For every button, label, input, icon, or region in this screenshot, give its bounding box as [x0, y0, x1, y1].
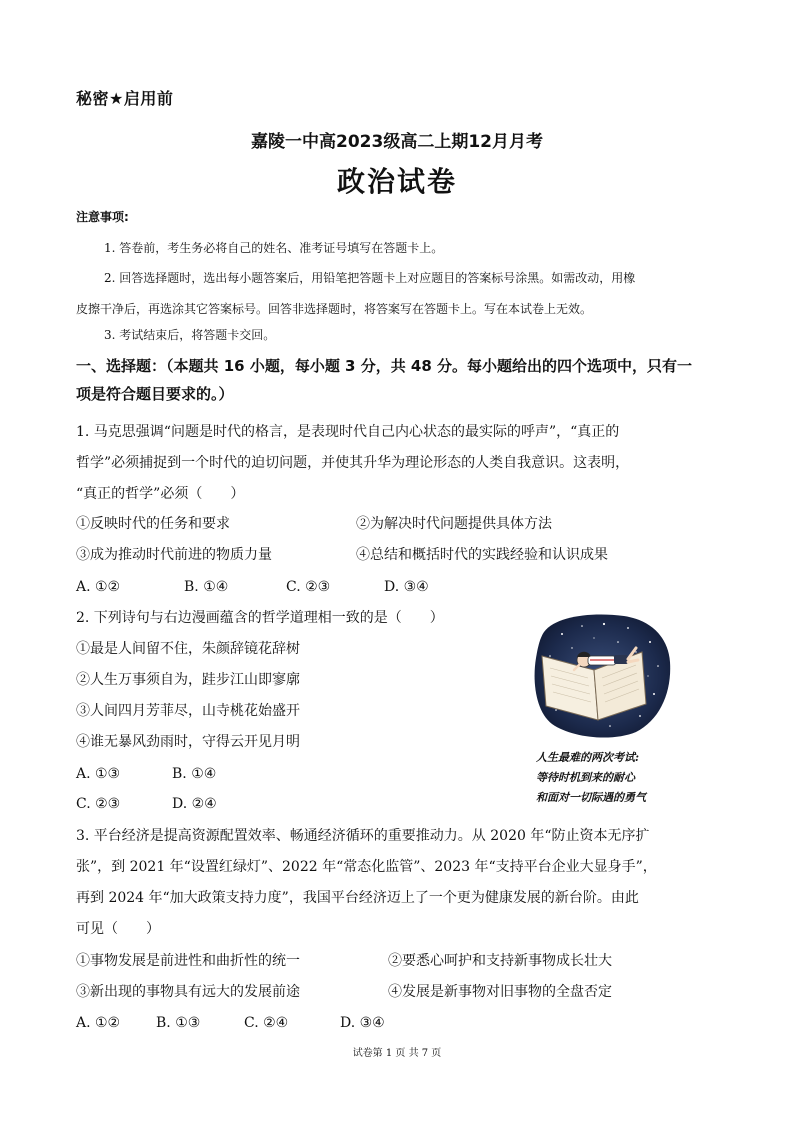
q1-stem-line: “真正的哲学”必须（ ）	[76, 486, 245, 502]
q3-stem-line: 可见（ ）	[76, 921, 160, 937]
q3-option: ④发展是新事物对旧事物的全盘否定	[388, 984, 612, 1000]
q1-stem-line: 哲学”必须捕捉到一个时代的迫切问题，并使其升华为理论形态的人类自我意识。这表明，	[76, 455, 630, 471]
cartoon-caption-line: 人生最难的两次考试:	[536, 751, 640, 764]
notice-heading: 注意事项:	[76, 210, 129, 224]
q2-option: ①最是人间留不住，朱颜辞镜花辞树	[76, 641, 300, 657]
secret-mark: 秘密★启用前	[76, 89, 174, 108]
section-heading-line: 一、选择题：（本题共 16 小题，每小题 3 分，共 48 分。每小题给出的四个选项中，只有一	[76, 357, 693, 375]
q1-choice-c: C. ②③	[286, 579, 331, 595]
cartoon-illustration	[532, 612, 672, 740]
page-footer: 试卷第 1 页 共 7 页	[352, 1048, 442, 1059]
q3-choice-d: D. ③④	[340, 1015, 385, 1031]
q3-choice-a: A. ①②	[76, 1015, 121, 1031]
q3-stem-line: 张”，到 2021 年“设置红绿灯”、2022 年“常态化监管”、2023 年“支持平台企业大显身手”，	[76, 859, 657, 875]
q1-option: ①反映时代的任务和要求	[76, 516, 230, 532]
q2-choice-c: C. ②③	[76, 796, 121, 812]
q1-option: ③成为推动时代前进的物质力量	[76, 547, 272, 563]
q3-stem-line: 再到 2024 年“加大政策支持力度”，我国平台经济迈上了一个更为健康发展的新台阶。由此	[76, 890, 639, 906]
q3-choice-b: B. ①③	[156, 1015, 201, 1031]
q2-choice-b: B. ①④	[172, 766, 217, 782]
q2-choice-a: A. ①③	[76, 766, 121, 782]
q3-option: ②要悉心呵护和支持新事物成长壮大	[388, 953, 612, 969]
q1-choice-d: D. ③④	[384, 579, 429, 595]
cartoon-caption-line: 等待时机到来的耐心	[536, 771, 635, 784]
section-heading-line: 项是符合题目要求的。）	[76, 385, 234, 403]
notice-item: 3. 考试结束后，将答题卡交回。	[104, 328, 276, 342]
q1-choice-a: A. ①②	[76, 579, 121, 595]
q3-stem-line: 3. 平台经济是提高资源配置效率、畅通经济循环的重要推动力。从 2020 年“防止资本无序扩	[76, 828, 650, 844]
notice-item: 2. 回答选择题时，选出每小题答案后，用铅笔把答题卡上对应题目的答案标号涂黑。如需改动，用橡	[104, 271, 636, 285]
q3-option: ③新出现的事物具有远大的发展前途	[76, 984, 300, 1000]
q2-option: ④谁无暴风劲雨时，守得云开见月明	[76, 734, 300, 750]
cartoon-caption-line: 和面对一切际遇的勇气	[536, 791, 646, 804]
q1-choice-b: B. ①④	[184, 579, 229, 595]
notice-item: 1. 答卷前，考生务必将自己的姓名、准考证号填写在答题卡上。	[104, 241, 444, 255]
exam-title: 政治试卷	[336, 165, 457, 198]
q3-option: ①事物发展是前进性和曲折性的统一	[76, 953, 300, 969]
exam-subtitle: 嘉陵一中高2023级高二上期12月月考	[251, 132, 543, 152]
q2-choice-d: D. ②④	[172, 796, 217, 812]
q2-option: ②人生万事须自为，跬步江山即寥廓	[76, 672, 300, 688]
q1-option: ②为解决时代问题提供具体方法	[356, 516, 552, 532]
q2-option: ③人间四月芳菲尽，山寺桃花始盛开	[76, 703, 300, 719]
q3-choice-c: C. ②④	[244, 1015, 289, 1031]
q1-option: ④总结和概括时代的实践经验和认识成果	[356, 547, 608, 563]
notice-item: 皮擦干净后，再选涂其它答案标号。回答非选择题时，将答案写在答题卡上。写在本试卷上无效。	[76, 302, 593, 316]
q1-stem-line: 1. 马克思强调“问题是时代的格言，是表现时代自己内心状态的最实际的呼声”，“真正的	[76, 424, 620, 440]
section-heading	[76, 352, 724, 408]
q2-stem: 2. 下列诗句与右边漫画蕴含的哲学道理相一致的是（ ）	[76, 610, 444, 626]
